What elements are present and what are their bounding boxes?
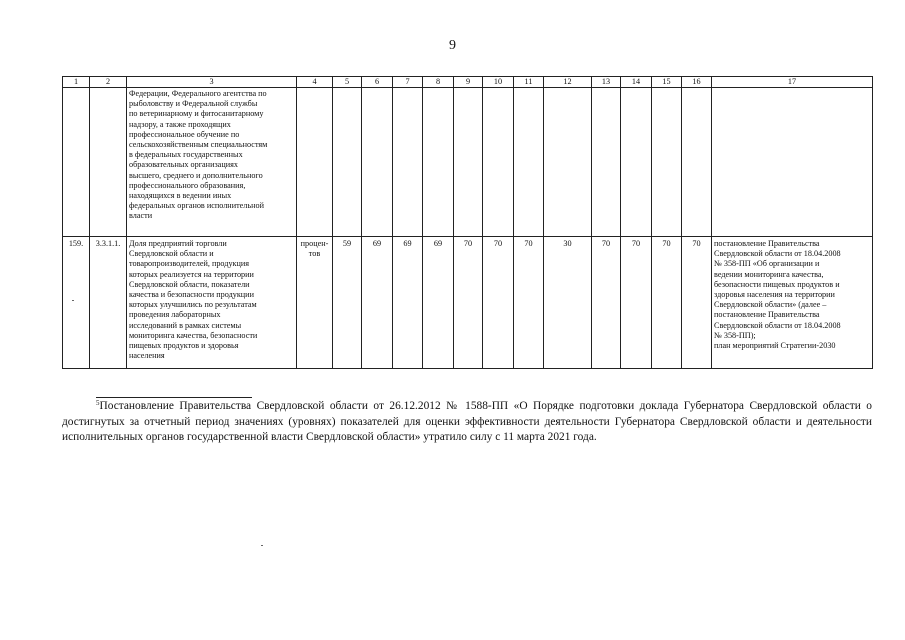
text-line: Свердловской области от 18.04.2008 [714, 249, 841, 259]
text-line: Свердловской области» (далее – [714, 300, 827, 310]
column-header: 6 [362, 77, 393, 88]
source-document [712, 237, 873, 369]
text-line: находящихся в ведении иных [129, 191, 232, 201]
column-header: 17 [712, 77, 873, 88]
text-line: населения [129, 351, 165, 361]
text-line: товаропроизводителей, продукция [129, 259, 250, 269]
value-cell: 70 [454, 237, 483, 369]
text-line: образовательных организациях [129, 160, 238, 170]
column-header: 9 [454, 77, 483, 88]
text-line: план мероприятий Стратегии-2030 [714, 341, 836, 351]
page-number: 9 [449, 38, 456, 53]
row-number: 159. [63, 237, 90, 369]
text-line: по ветеринарному и фитосанитарному [129, 109, 264, 119]
column-header: 7 [393, 77, 423, 88]
value-cell: 30 [544, 237, 592, 369]
table-row-continuation [63, 88, 873, 237]
text-line: Доля предприятий торговли [129, 239, 227, 248]
table-cell [652, 88, 682, 237]
text-line: безопасности пищевых продуктов и [714, 279, 840, 289]
column-header: 2 [90, 77, 127, 88]
text-line: постановление Правительства [714, 310, 820, 320]
text-line: высшего, среднего и дополнительного [129, 170, 263, 180]
text-line: которых реализуется на территории [129, 269, 254, 279]
text-line: Свердловской области от 18.04.2008 [714, 320, 841, 330]
indicator-code: 3.3.1.1. [90, 237, 127, 369]
column-header: 4 [297, 77, 333, 88]
table-row-159 [63, 237, 873, 369]
text-line: профессиональное обучение по [129, 129, 240, 139]
table-cell [333, 88, 362, 237]
text-line: профессионального образования, [129, 180, 246, 190]
table-cell [423, 88, 454, 237]
text-line: № 358-ПП «Об организации и [714, 259, 820, 269]
value-cell: 69 [423, 237, 454, 369]
text-line: ведении мониторинга качества, [714, 269, 824, 279]
value-cell: 70 [621, 237, 652, 369]
table-header-row [63, 77, 873, 88]
indicators-table [62, 76, 873, 369]
column-header: 5 [333, 77, 362, 88]
text-line: Свердловской области и [129, 249, 214, 259]
table-cell [63, 88, 90, 237]
table-cell [297, 88, 333, 237]
table-cell [621, 88, 652, 237]
value-cell: 70 [514, 237, 544, 369]
column-header: 14 [621, 77, 652, 88]
unit-of-measure [297, 237, 333, 369]
column-header: 16 [682, 77, 712, 88]
column-header: 11 [514, 77, 544, 88]
text-line: процен- [300, 239, 329, 248]
column-header: 13 [592, 77, 621, 88]
footnote [62, 399, 872, 446]
column-header: 1 [63, 77, 90, 88]
text-line: тов [308, 249, 321, 259]
footnote-marker: 5 [96, 399, 100, 407]
text-line: рыболовству и Федеральной службы [129, 99, 258, 109]
text-line: Свердловской области, показатели [129, 279, 250, 289]
table-cell [454, 88, 483, 237]
text-line: которых улучшились по результатам [129, 300, 257, 310]
table-cell [712, 88, 873, 237]
column-header: 3 [127, 77, 297, 88]
value-cell: 70 [652, 237, 682, 369]
table-cell [682, 88, 712, 237]
value-cell: 69 [393, 237, 423, 369]
text-line: надзору, а также проходящих [129, 119, 231, 129]
table-cell [514, 88, 544, 237]
scan-speck [261, 545, 263, 546]
indicator-description-continued [127, 88, 297, 237]
table-cell [544, 88, 592, 237]
value-cell: 70 [483, 237, 514, 369]
text-line: мониторинга качества, безопасности [129, 330, 258, 340]
value-cell: 59 [333, 237, 362, 369]
text-line: постановление Правительства [714, 239, 820, 248]
text-line: сельскохозяйственным специальностям [129, 140, 268, 150]
indicator-description [127, 237, 297, 369]
table-cell [362, 88, 393, 237]
column-header: 12 [544, 77, 592, 88]
text-line: власти [129, 211, 153, 221]
text-line: в федеральных государственных [129, 150, 243, 160]
value-cell: 70 [682, 237, 712, 369]
text-line: проведения лабораторных [129, 310, 221, 320]
value-cell: 70 [592, 237, 621, 369]
text-line: федеральных органов исполнительной [129, 201, 264, 211]
table-cell [393, 88, 423, 237]
text-line: качества и безопасности продукции [129, 290, 254, 300]
text-line: пищевых продуктов и здоровья [129, 341, 239, 351]
value-cell: 69 [362, 237, 393, 369]
text-line: здоровья населения на территории [714, 290, 835, 300]
footnote-text: Постановление Правительства Свердловской области от 26.12.2012 № 1588-ПП «О Порядке подготовки доклада Губернатора Свердловской области о достигнутых за отчетный период значениях (уровнях) показателей для оценки эффективности деятельности Губернатора Свердловской области и деятельности исполнительных органов государственной власти Свердловской области» утратило силу с 11 марта 2021 года. [62, 400, 872, 443]
footnote-divider [96, 397, 252, 398]
table-cell [90, 88, 127, 237]
text-line: № 358-ПП); [714, 330, 756, 340]
column-header: 10 [483, 77, 514, 88]
column-header: 8 [423, 77, 454, 88]
text-line: Федерации, Федерального агентства по [129, 89, 267, 98]
column-header: 15 [652, 77, 682, 88]
text-line: исследований в рамках системы [129, 320, 242, 330]
table-cell [592, 88, 621, 237]
table-cell [483, 88, 514, 237]
scan-speck [72, 300, 74, 301]
